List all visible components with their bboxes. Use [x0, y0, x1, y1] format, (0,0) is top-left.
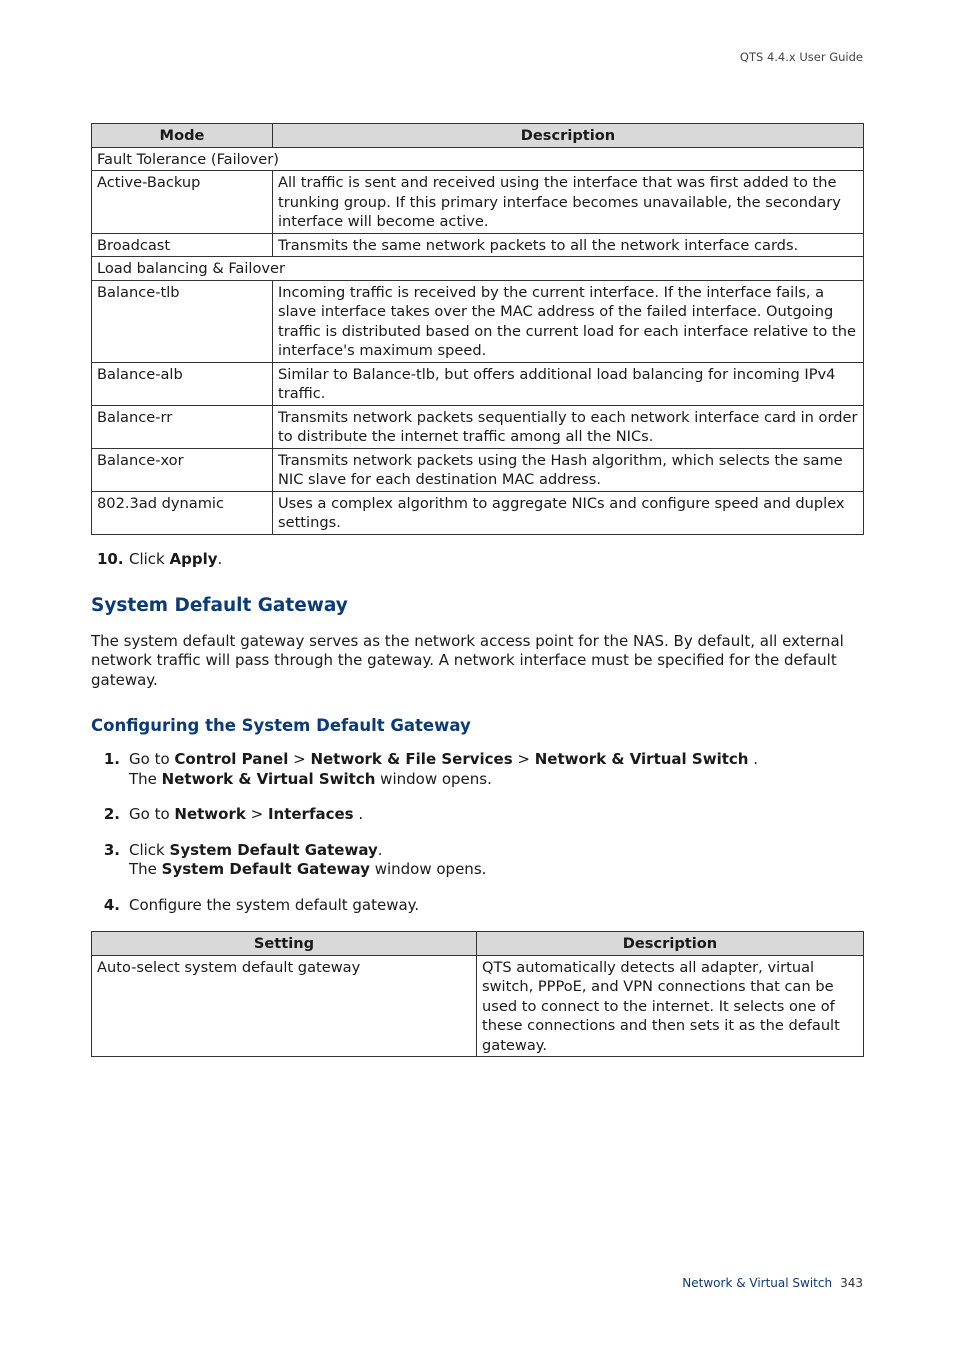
steps-list [91, 750, 864, 915]
step-text-end: . [217, 549, 223, 568]
result-window-name: Network & Virtual Switch [161, 769, 376, 788]
step-text-plain: Go to [129, 750, 175, 768]
result-text-end: window opens. [375, 769, 492, 788]
step-number: 10. [97, 549, 124, 568]
group-label: Fault Tolerance (Failover) [92, 147, 864, 171]
table-row [92, 280, 864, 362]
table-row [92, 491, 864, 534]
step-text-plain: Click [129, 840, 170, 859]
nav-control-panel: Control Panel [174, 750, 289, 768]
page-number: 343 [840, 1276, 863, 1290]
nav-network-file-services: Network & File Services [310, 750, 513, 768]
table-group-row [92, 257, 864, 281]
mode-cell: Broadcast [92, 233, 273, 257]
description-cell: Transmits the same network packets to all the network interface cards. [273, 233, 864, 257]
table-group-row [92, 147, 864, 171]
page-content [91, 123, 864, 1057]
document-title: QTS 4.4.x User Guide [739, 50, 863, 64]
description-cell: Similar to Balance-tlb, but offers additional load balancing for incoming IPv4 traffic. [273, 362, 864, 405]
column-header-description: Description [477, 932, 864, 956]
description-cell: Uses a complex algorithm to aggregate NICs and configure speed and duplex settings. [273, 491, 864, 534]
result-text: The [129, 860, 162, 878]
section-heading: System Default Gateway [91, 594, 348, 616]
step-text [129, 750, 758, 789]
step-number: 1. [103, 750, 120, 768]
description-cell: Transmits network packets sequentially to each network interface card in order to distribute the internet traffic among all the NICs. [273, 405, 864, 448]
table-header-row [92, 124, 864, 148]
column-header-mode: Mode [92, 124, 273, 148]
step-text-end: . [748, 750, 759, 768]
table-row [92, 448, 864, 491]
description-cell: Incoming traffic is received by the current interface. If the interface fails, a slave interface takes over the MAC address of the failed interface. Outgoing traffic is distributed based on the current load for each interface relative to the interface's maximum speed. [273, 280, 864, 362]
step-text-plain: Go to [129, 805, 175, 823]
table-row [92, 955, 864, 1057]
mode-cell: Balance-xor [92, 448, 273, 491]
path-separator: > [245, 805, 268, 823]
step-text-end: . [353, 805, 364, 823]
step-text [129, 549, 222, 569]
list-item [91, 805, 864, 825]
apply-label: Apply [169, 549, 218, 568]
step-text [129, 841, 486, 880]
column-header-description: Description [273, 124, 864, 148]
system-default-gateway-label: System Default Gateway [169, 840, 378, 859]
step-text: Configure the system default gateway. [129, 895, 420, 914]
step-number: 4. [103, 895, 120, 914]
table-row [92, 171, 864, 234]
table-row [92, 405, 864, 448]
footer-section-title: Network & Virtual Switch [682, 1276, 833, 1290]
setting-cell: Auto-select system default gateway [92, 955, 477, 1057]
description-cell: QTS automatically detects all adapter, virtual switch, PPPoE, and VPN connections that can be used to connect to the internet. It selects one of these connections and then sets it as the default gateway. [477, 955, 864, 1057]
step-number: 3. [103, 840, 120, 859]
result-window-name: System Default Gateway [161, 860, 370, 878]
mode-cell: Balance-tlb [92, 280, 273, 362]
section-body: The system default gateway serves as the network access point for the NAS. By default, all external network traffic will pass through the gateway. A network interface must be specified for the default gateway. [91, 631, 844, 689]
nav-network: Network [174, 805, 246, 823]
result-text: The [129, 769, 162, 788]
step-text-plain: Click [129, 549, 170, 568]
step-text [129, 805, 363, 825]
mode-cell: Balance-alb [92, 362, 273, 405]
description-cell: Transmits network packets using the Hash algorithm, which selects the same NIC slave for each destination MAC address. [273, 448, 864, 491]
page-footer [682, 1276, 863, 1290]
subsection-heading: Configuring the System Default Gateway [91, 716, 471, 735]
table-row [92, 233, 864, 257]
nav-network-virtual-switch: Network & Virtual Switch [534, 750, 749, 768]
step-text-end: . [377, 840, 383, 859]
mode-table [91, 123, 864, 535]
mode-cell: Balance-rr [92, 405, 273, 448]
nav-interfaces: Interfaces [267, 805, 354, 823]
path-separator: > [288, 750, 311, 768]
setting-table [91, 931, 864, 1057]
step-number: 2. [103, 805, 120, 823]
table-header-row [92, 932, 864, 956]
list-item [91, 896, 864, 916]
group-label: Load balancing & Failover [92, 257, 864, 281]
list-item [91, 750, 864, 789]
mode-cell: Active-Backup [92, 171, 273, 234]
column-header-setting: Setting [92, 932, 477, 956]
mode-cell: 802.3ad dynamic [92, 491, 273, 534]
list-item [91, 841, 864, 880]
path-separator: > [512, 750, 535, 768]
table-row [92, 362, 864, 405]
description-cell: All traffic is sent and received using the interface that was first added to the trunking group. If this primary interface becomes unavailable, the secondary interface will become active. [273, 171, 864, 234]
step-10 [97, 549, 864, 569]
result-text-end: window opens. [369, 860, 487, 878]
